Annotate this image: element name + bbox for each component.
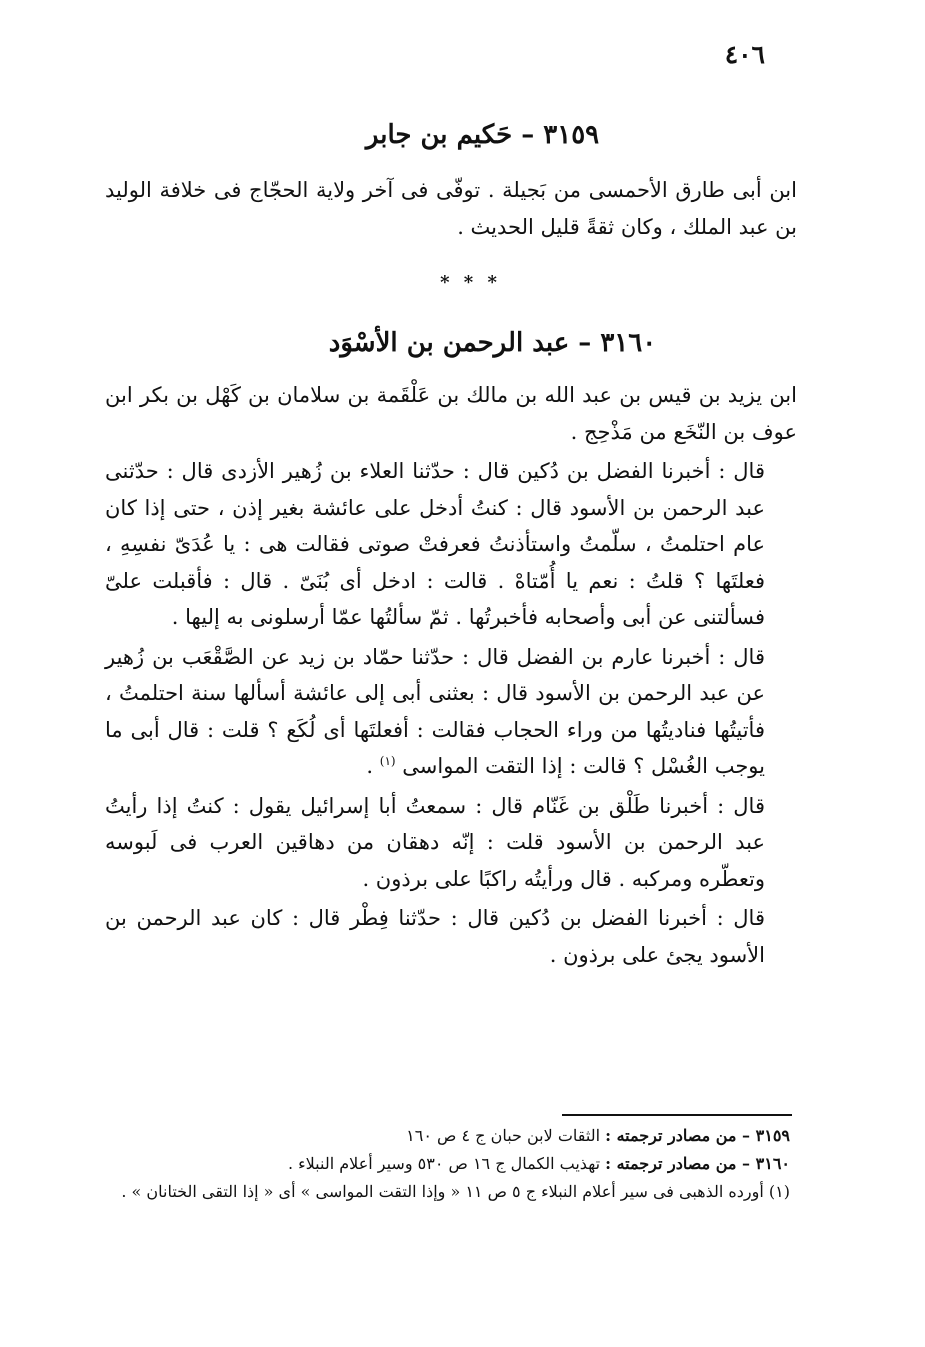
footnote-marker: (١) xyxy=(379,754,396,768)
entry-3160-narration-2-text: قال : أخبرنا عارم بن الفضل قال : حدّثنا حمّاد بن زيد عن الصَّقْعَب بن زُهير عن عبد الرحمن بن الأسود قال : بعثنى أبى إلى عائشة أسألها سنة احتلمتُ ، فأتيتُها فناديتُها من وراء الحجاب فقالت : أفعلتَها أى لُكَع ؟ قلت : قال أبى ما يوجب الغُسْل ؟ قالت : إذا التقت المواسى xyxy=(105,644,765,778)
footnote-text: الثقات لابن حبان ج ٤ ص ١٦٠ xyxy=(406,1126,606,1145)
footnote-head: ٣١٥٩ – من مصادر ترجمته : xyxy=(605,1126,790,1145)
entry-heading-3160-text: ٣١٦٠ – عبد الرحمن بن الأسْوَد xyxy=(328,328,657,358)
footnote-text: (١) أورده الذهبى فى سير أعلام النبلاء ج ٥ ص ١١ « وإذا التقت المواسى » أى « إذا التقى الختانان » . xyxy=(121,1182,790,1201)
entry-3160-lineage: ابن يزيد بن قيس بن عبد الله بن مالك بن عَلْقَمة بن سلامان بن كَهْل بن بكر ابن عوف بن النّخَع من مَذْحِج . xyxy=(105,383,797,444)
footnote-item xyxy=(100,1178,790,1206)
separator-stars: * * * xyxy=(440,272,501,293)
entry-heading-3159-text: ٣١٥٩ – حَكيم بن جابر xyxy=(365,120,600,150)
entry-3160-body xyxy=(105,377,797,973)
entry-heading-3160 xyxy=(0,326,925,360)
footnote-head: ٣١٦٠ – من مصادر ترجمته : xyxy=(605,1154,790,1173)
footnote-item xyxy=(100,1150,790,1178)
footnotes xyxy=(100,1122,790,1206)
entry-3159-body xyxy=(105,172,797,245)
section-separator xyxy=(0,272,925,293)
footnote-item xyxy=(100,1122,790,1150)
entry-3160-narration-3: قال : أخبرنا طَلْق بن غَنّام قال : سمعتُ أبا إسرائيل يقول : كنتُ إذا رأيتُ عبد الرحمن بن الأسود قلت : إنّه دهقان من دهاقين العرب فى لَبوسه وتعطّره ومركبه . قال ورأيتُه راكبًا على برذون . xyxy=(105,793,765,891)
entry-3159-paragraph: ابن أبى طارق الأحمسى من بَجيلة . توفّى فى آخر ولاية الحجّاج فى خلافة الوليد بن عبد الملك ، وكان ثقةً قليل الحديث . xyxy=(105,178,797,239)
entry-3160-narration-2 xyxy=(105,639,797,785)
entry-heading-3159 xyxy=(0,118,925,152)
footnote-text: تهذيب الكمال ج ١٦ ص ٥٣٠ وسير أعلام النبلاء . xyxy=(287,1154,606,1173)
page-number: ٤٠٦ xyxy=(724,40,765,69)
footnote-divider xyxy=(562,1114,792,1116)
entry-3160-narration-4: قال : أخبرنا الفضل بن دُكين قال : حدّثنا فِطْر قال : كان عبد الرحمن بن الأسود يجئ على برذون . xyxy=(105,906,765,967)
entry-3160-narration-1: قال : أخبرنا الفضل بن دُكين قال : حدّثنا العلاء بن زُهير الأزدى قال : حدّثنى عبد الرحمن بن الأسود قال : كنتُ أدخل على عائشة بغير إذن ، حتى إذا كان عام احتلمتُ ، سلّمتُ واستأذنتُ فعرفتْ صوتى فقالت هى : يا عُدَىّ نفسِهِ ، فعلتَها ؟ قلتُ : نعم يا أُمّتاهْ . قالت : ادخل أى بُنَىّ . قال : فأقبلت علىّ فسألتنى عن أبى وأصحابه فأخبرتُها . ثمّ سألتُها عمّا أرسلونى به إليها . xyxy=(105,459,765,629)
entry-3160-narration-2-tail: . xyxy=(366,754,380,778)
